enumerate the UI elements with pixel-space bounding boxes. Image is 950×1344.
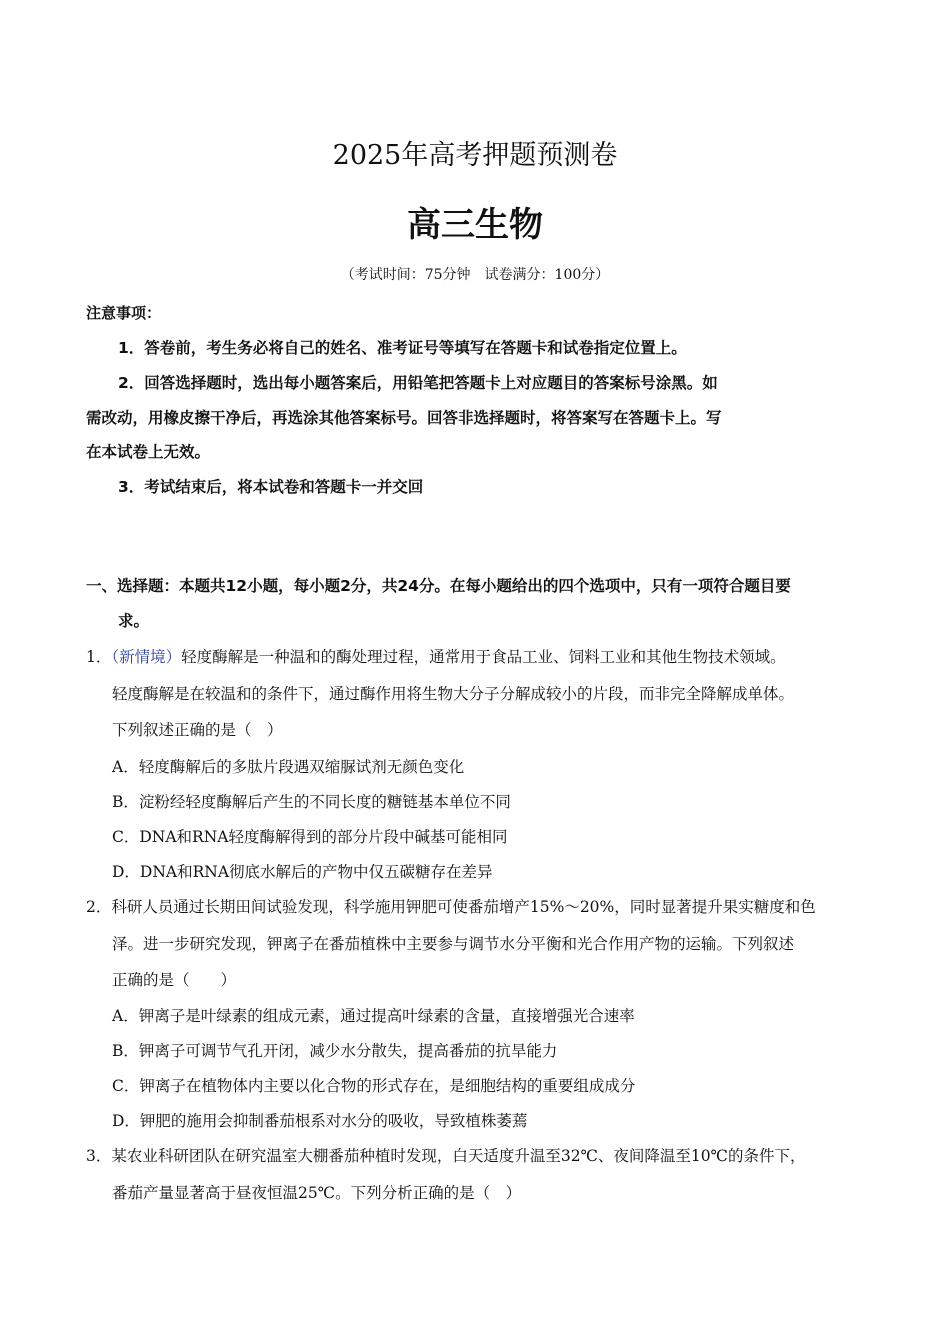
notice-item-2-line-1: 2．回答选择题时，选出每小题答案后，用铅笔把答题卡上对应题目的答案标号涂黑。如: [118, 374, 718, 392]
question-1-option-c: C．DNA和RNA轻度酶解得到的部分片段中碱基可能相同: [112, 828, 508, 846]
question-2-option-c: C．钾离子在植物体内主要以化合物的形式存在，是细胞结构的重要组成成分: [112, 1077, 636, 1095]
question-1-option-a: A．轻度酶解后的多肽片段遇双缩脲试剂无颜色变化: [112, 758, 465, 776]
exam-title: 2025年高考押题预测卷: [332, 140, 618, 171]
question-text: 轻度酶解是一种温和的酶处理过程，通常用于食品工业、饲料工业和其他生物技术领域。: [181, 648, 786, 666]
section-heading-line-2: 求。: [118, 612, 150, 630]
question-1-option-d: D．DNA和RNA彻底水解后的产物中仅五碳糖存在差异: [112, 863, 493, 881]
section-heading-line-1: 一、选择题：本题共12小题，每小题2分，共24分。在每小题给出的四个选项中，只有一项符合题目要: [86, 577, 791, 595]
notice-item-1: 1．答卷前，考生务必将自己的姓名、准考证号等填写在答题卡和试卷指定位置上。: [118, 339, 687, 357]
question-3-line-2: 番茄产量显著高于昼夜恒温25℃。下列分析正确的是（ ）: [112, 1184, 522, 1202]
notice-heading: 注意事项：: [86, 304, 162, 322]
question-1-line-1: [86, 645, 786, 667]
question-1-option-b: B．淀粉经轻度酶解后产生的不同长度的糖链基本单位不同: [112, 793, 511, 811]
question-2-line-2: 泽。进一步研究发现，钾离子在番茄植株中主要参与调节水分平衡和光合作用产物的运输。下列叙述: [112, 935, 795, 953]
notice-item-3: 3．考试结束后，将本试卷和答题卡一并交回: [118, 478, 424, 496]
question-3-line-1: 3．某农业科研团队在研究温室大棚番茄种植时发现，白天适度升温至32℃、夜间降温至10℃的条件下，: [86, 1147, 806, 1165]
question-1-line-2: 轻度酶解是在较温和的条件下，通过酶作用将生物大分子分解成较小的片段，而非完全降解成单体。: [112, 685, 795, 703]
subject-title: 高三生物: [407, 205, 543, 245]
question-2-option-d: D．钾肥的施用会抑制番茄根系对水分的吸收，导致植株萎蔫: [112, 1112, 528, 1130]
exam-info: （考试时间：75分钟 试卷满分：100分）: [340, 267, 610, 283]
question-2-option-b: B．钾离子可调节气孔开闭，减少水分散失，提高番茄的抗旱能力: [112, 1042, 558, 1060]
notice-item-2-line-3: 在本试卷上无效。: [86, 443, 211, 461]
question-2-option-a: A．钾离子是叶绿素的组成元素，通过提高叶绿素的含量，直接增强光合速率: [112, 1007, 635, 1025]
question-2-line-1: 2．科研人员通过长期田间试验发现，科学施用钾肥可使番茄增产15%～20%，同时显著提升果实糖度和色: [86, 898, 816, 916]
question-number: 1．: [86, 648, 112, 666]
question-2-line-3: 正确的是（ ）: [112, 971, 237, 989]
notice-item-2-line-2: 需改动，用橡皮擦干净后，再选涂其他答案标号。回答非选择题时，将答案写在答题卡上。写: [86, 409, 722, 427]
question-1-line-3: 下列叙述正确的是（ ）: [112, 721, 283, 739]
question-tag: （新情境）: [111, 648, 182, 666]
